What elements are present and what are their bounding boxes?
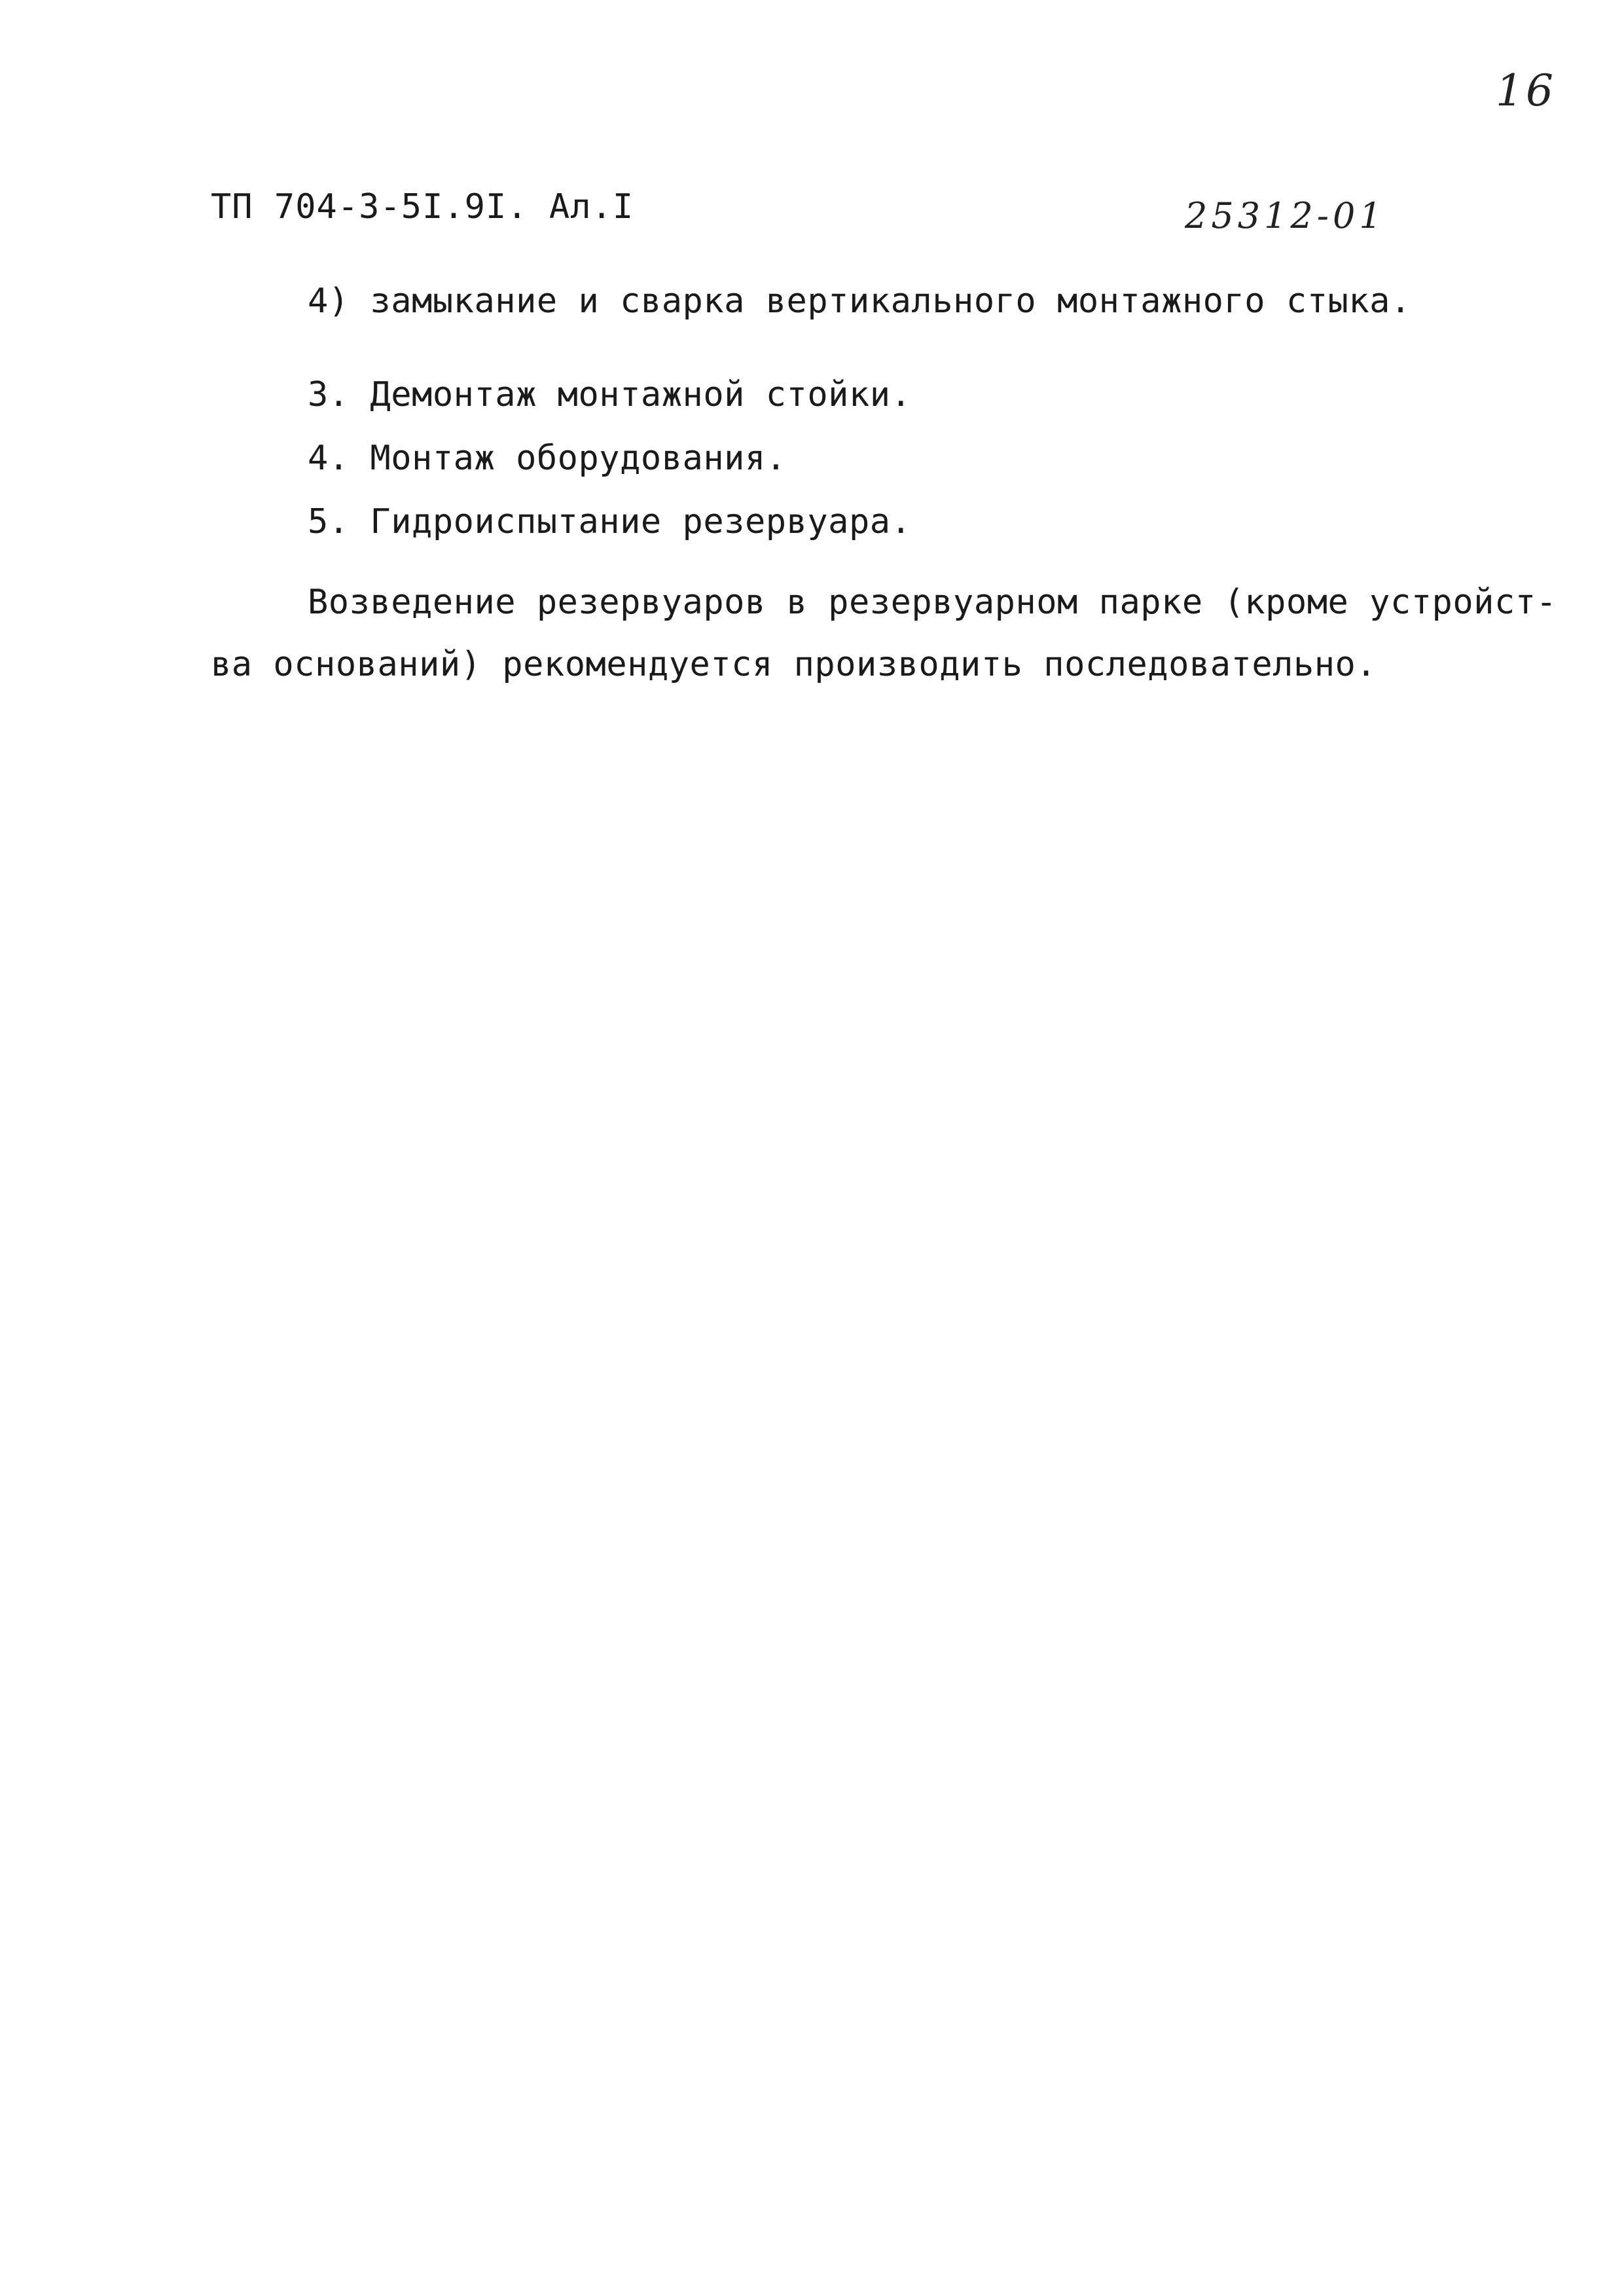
handwritten-page-number: 16: [1496, 65, 1556, 116]
list-item-5: 5. Гидроиспытание резервуара.: [308, 502, 912, 541]
document-code-header: ТП 704-3-5I.9I. Ал.I: [211, 187, 634, 227]
paragraph-line-2: ва оснований) рекомендуется производить последовательно.: [211, 645, 1377, 684]
handwritten-inventory-number: 25312-01: [1185, 195, 1386, 236]
paragraph-line-1: Возведение резервуаров в резервуарном парке (кроме устройст-: [308, 583, 1557, 622]
list-item-4: 4. Монтаж оборудования.: [308, 439, 787, 478]
list-item-3: 3. Демонтаж монтажной стойки.: [308, 375, 912, 414]
list-item-sub-4: 4) замыкание и сварка вертикального монтажного стыка.: [308, 282, 1411, 321]
